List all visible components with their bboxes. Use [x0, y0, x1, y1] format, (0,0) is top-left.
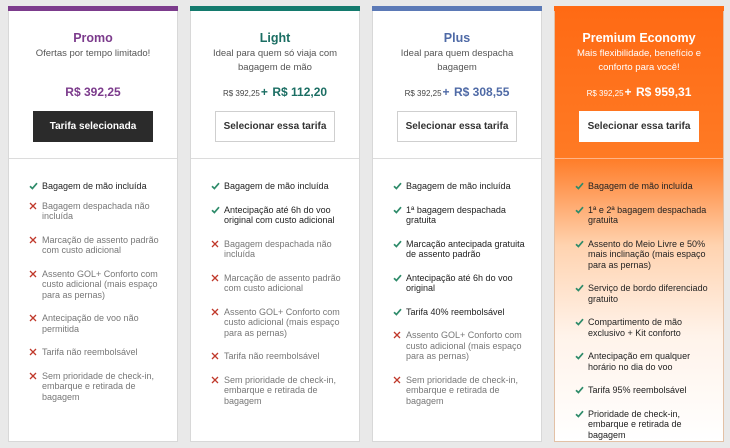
feature-text: Serviço de bordo diferenciado gratuito — [588, 283, 708, 304]
feature-text: Sem prioridade de check-in, embarque e retirada de bagagem — [224, 374, 337, 406]
fare-name: Promo — [73, 31, 113, 45]
feature-item — [29, 269, 169, 301]
feature-list — [29, 181, 169, 402]
fare-price: R$ 308,55 — [454, 85, 510, 99]
check-icon — [575, 284, 586, 292]
select-fare-button[interactable]: Selecionar essa tarifa — [215, 111, 335, 142]
check-icon — [211, 206, 222, 214]
feature-item — [29, 371, 169, 403]
check-icon — [393, 182, 404, 190]
fare-price: R$ 112,20 — [272, 85, 328, 99]
fare-description: Ideal para quem despacha bagagem — [400, 48, 514, 73]
feature-item — [393, 181, 533, 192]
check-icon — [575, 410, 586, 418]
price-row — [373, 83, 541, 101]
check-icon — [575, 386, 586, 394]
feature-text: Marcação de assento padrão com custo adicional — [224, 272, 341, 293]
feature-text: Bagagem de mão incluída — [224, 181, 329, 191]
cross-icon — [29, 236, 40, 244]
feature-item — [29, 201, 169, 222]
check-icon — [393, 206, 404, 214]
feature-item — [575, 181, 715, 192]
feature-text: 1ª bagagem despachada gratuita — [406, 204, 506, 225]
check-icon — [575, 182, 586, 190]
cross-icon — [29, 314, 40, 322]
feature-item — [211, 273, 351, 294]
feature-item — [575, 239, 715, 271]
feature-text: Tarifa não reembolsável — [224, 351, 320, 361]
feature-text: Bagagem de mão incluída — [42, 181, 147, 191]
feature-item — [29, 181, 169, 192]
feature-item — [575, 409, 715, 441]
feature-text: Tarifa não reembolsável — [42, 347, 138, 357]
feature-text: Marcação antecipada gratuita de assento padrão — [406, 238, 525, 259]
feature-text: Antecipação em qualquer horário no dia do voo — [588, 351, 691, 372]
fare-name: Premium Economy — [582, 31, 696, 45]
feature-text: Bagagem despachada não incluída — [224, 238, 332, 259]
fare-selected-button[interactable]: Tarifa selecionada — [33, 111, 153, 142]
feature-item — [393, 239, 533, 260]
feature-item — [393, 375, 533, 407]
feature-text: Sem prioridade de check-in, embarque e retirada de bagagem — [406, 374, 519, 406]
feature-text: Antecipação de voo não permitida — [42, 313, 139, 334]
feature-list — [393, 181, 533, 406]
base-price: R$ 392,25 — [222, 89, 260, 98]
feature-text: Bagagem de mão incluída — [406, 181, 511, 191]
feature-item — [211, 375, 351, 407]
cross-icon — [211, 352, 222, 360]
check-icon — [29, 182, 40, 190]
feature-item — [29, 313, 169, 334]
card-header — [9, 11, 177, 158]
cross-icon — [211, 240, 222, 248]
feature-item — [575, 385, 715, 396]
card-header — [555, 11, 723, 158]
select-fare-button[interactable]: Selecionar essa tarifa — [579, 111, 699, 142]
fare-description: Ideal para quem só viaja com bagagem de mão — [212, 48, 338, 73]
fare-name: Light — [259, 31, 291, 45]
cross-icon — [211, 308, 222, 316]
cross-icon — [29, 372, 40, 380]
card-header — [191, 11, 359, 158]
feature-item — [393, 307, 533, 318]
feature-item — [575, 283, 715, 304]
feature-text: Assento GOL+ Conforto com custo adicional (mais espaço para as pernas) — [224, 306, 340, 338]
feature-text: Tarifa 95% reembolsável — [588, 385, 687, 395]
feature-text: Assento GOL+ Conforto com custo adicional (mais espaço para as pernas) — [42, 268, 158, 300]
fare-card-promo — [8, 6, 178, 442]
fare-description: Ofertas por tempo limitado! — [35, 48, 151, 59]
check-icon — [393, 274, 404, 282]
feature-list — [575, 181, 715, 440]
feature-text: 1ª e 2ª bagagem despachada gratuita — [588, 204, 707, 225]
base-price: R$ 392,25 — [586, 89, 624, 98]
feature-item — [393, 330, 533, 362]
check-icon — [575, 352, 586, 360]
feature-item — [211, 181, 351, 192]
feature-item — [393, 205, 533, 226]
feature-section — [9, 158, 177, 441]
feature-item — [29, 235, 169, 256]
feature-section — [191, 158, 359, 441]
feature-text: Sem prioridade de check-in, embarque e retirada de bagagem — [42, 370, 155, 402]
feature-item — [29, 347, 169, 358]
plus-sign: + — [260, 85, 268, 99]
feature-text: Assento GOL+ Conforto com custo adicional (mais espaço para as pernas) — [406, 330, 522, 361]
cross-icon — [211, 376, 222, 384]
cross-icon — [211, 274, 222, 282]
feature-text: Assento do Meio Livre e 50% mais inclinação (mais espaço para as pernas) — [588, 238, 706, 270]
select-fare-button[interactable]: Selecionar essa tarifa — [397, 111, 517, 142]
card-header — [373, 11, 541, 158]
feature-text: Antecipação até 6h do voo original — [406, 272, 513, 293]
cross-icon — [29, 270, 40, 278]
cross-icon — [393, 331, 404, 339]
feature-text: Tarifa 40% reembolsável — [406, 306, 505, 317]
feature-text: Antecipação até 6h do voo original com custo adicional — [224, 204, 335, 225]
feature-item — [575, 205, 715, 226]
feature-text: Marcação de assento padrão com custo adicional — [42, 234, 159, 255]
fare-description: Mais flexibilidade, benefício e conforto para você! — [576, 48, 702, 73]
check-icon — [393, 308, 404, 316]
feature-list — [211, 181, 351, 406]
feature-text: Bagagem despachada não incluída — [42, 200, 150, 221]
feature-item — [393, 273, 533, 294]
price-row — [555, 83, 723, 101]
price-row — [191, 83, 359, 101]
fare-card-plus — [372, 6, 542, 442]
fare-name: Plus — [443, 31, 471, 45]
feature-section — [373, 158, 541, 441]
base-price: R$ 392,25 — [404, 89, 442, 98]
feature-text: Compartimento de mão exclusivo + Kit conforto — [588, 317, 683, 338]
feature-item — [211, 239, 351, 260]
check-icon — [393, 240, 404, 248]
cross-icon — [29, 348, 40, 356]
cross-icon — [29, 202, 40, 210]
feature-item — [575, 351, 715, 372]
feature-text: Bagagem de mão incluída — [588, 181, 693, 191]
plus-sign: + — [442, 85, 450, 99]
plus-sign: + — [624, 85, 632, 99]
check-icon — [211, 182, 222, 190]
check-icon — [575, 318, 586, 326]
fare-price: R$ 392,25 — [65, 85, 121, 99]
fare-card-premium-economy — [554, 6, 724, 442]
feature-item — [211, 351, 351, 362]
fare-card-light — [190, 6, 360, 442]
check-icon — [575, 206, 586, 214]
price-row — [9, 83, 177, 101]
fare-price: R$ 959,31 — [636, 85, 692, 99]
feature-section — [555, 158, 723, 441]
feature-text: Prioridade de check-in, embarque e retirada de bagagem — [588, 408, 682, 440]
cross-icon — [393, 376, 404, 384]
feature-item — [211, 205, 351, 226]
feature-item — [211, 307, 351, 339]
check-icon — [575, 240, 586, 248]
feature-item — [575, 317, 715, 338]
